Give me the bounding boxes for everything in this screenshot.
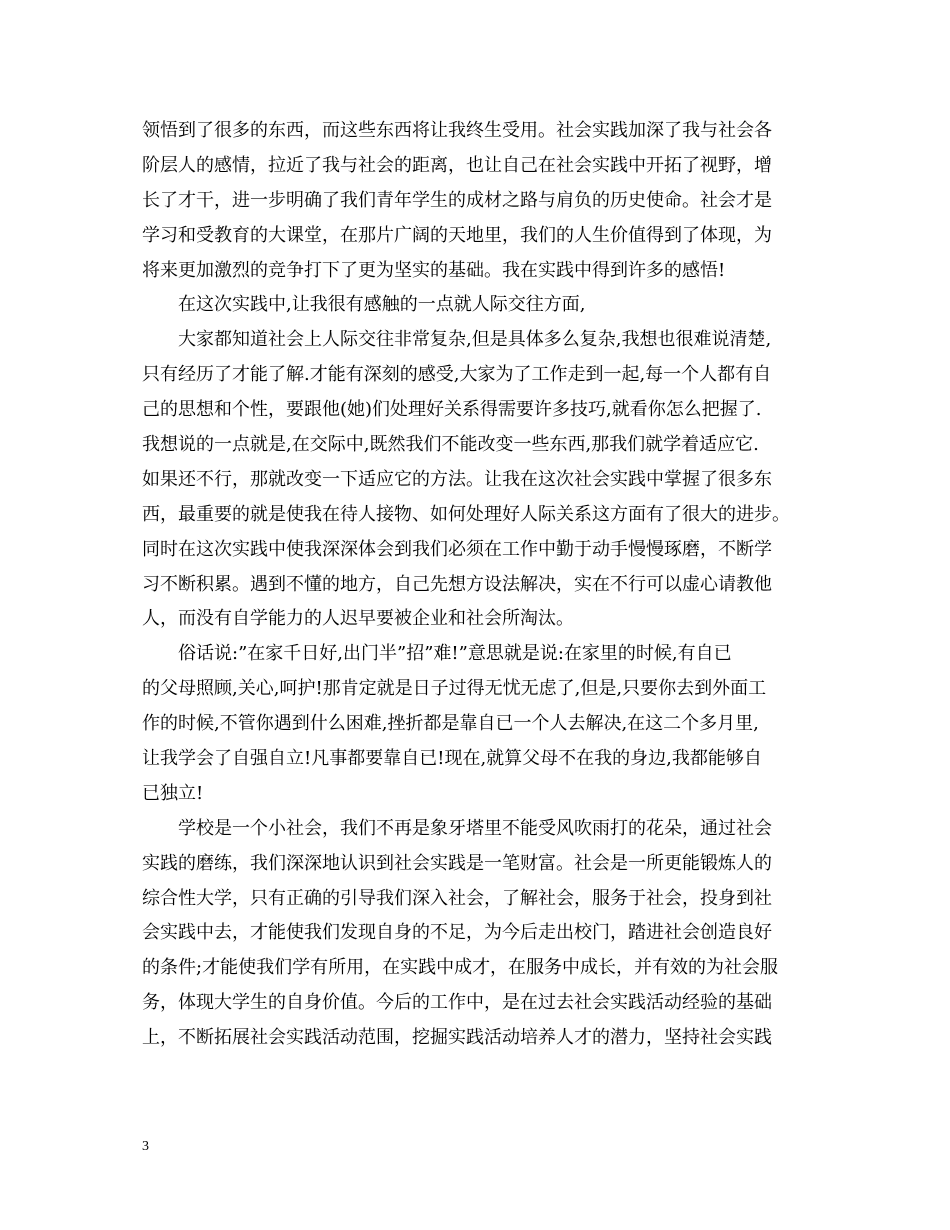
text-line: 务，体现大学生的自身价值。今后的工作中，是在过去社会实践活动经验的基础 [142, 992, 772, 1014]
text-line: 西，最重要的就是使我在待人接物、如何处理好人际关系这方面有了很大的进步。 [142, 503, 790, 525]
body-text [142, 114, 812, 1056]
text-line: 俗话说:”在家千日好,出门半”招”难!”意思就是说:在家里的时候,有自已 [178, 643, 732, 665]
text-line: 上，不断拓展社会实践活动范围，挖掘实践活动培养人才的潜力，坚持社会实践 [142, 1027, 772, 1049]
text-line: 在这次实践中,让我很有感触的一点就人际交往方面, [178, 294, 586, 316]
text-line: 综合性大学，只有正确的引导我们深入社会，了解社会，服务于社会，投身到社 [142, 887, 772, 909]
text-line: 同时在这次实践中使我深深体会到我们必须在工作中勤于动手慢慢琢磨，不断学 [142, 538, 772, 560]
text-line: 已独立! [142, 782, 204, 804]
text-line: 学校是一个小社会，我们不再是象牙塔里不能受风吹雨打的花朵，通过社会 [178, 817, 772, 839]
text-line: 领悟到了很多的东西，而这些东西将让我终生受用。社会实践加深了我与社会各 [142, 120, 772, 141]
text-line: 习不断积累。遇到不懂的地方，自己先想方设法解决，实在不行可以虚心请教他 [142, 573, 772, 595]
text-line: 实践的磨练，我们深深地认识到社会实践是一笔财富。社会是一所更能锻炼人的 [142, 852, 772, 874]
text-line: 作的时候,不管你遇到什么困难,挫折都是靠自已一个人去解决,在这二个多月里, [142, 713, 759, 735]
text-line: 学习和受教育的大课堂，在那片广阔的天地里，我们的人生价值得到了体现，为 [142, 224, 772, 246]
text-line: 大家都知道社会上人际交往非常复杂,但是具体多么复杂,我想也很难说清楚, [178, 329, 772, 351]
text-line: 的父母照顾,关心,呵护!那肯定就是日子过得无忧无虑了,但是,只要你去到外面工 [142, 678, 767, 700]
text-line: 己的思想和个性，要跟他(她)们处理好关系得需要许多技巧,就看你怎么把握了. [142, 399, 762, 421]
text-line: 让我学会了自强自立!凡事都要靠自已!现在,就算父母不在我的身边,我都能够自 [142, 748, 762, 770]
text-line: 只有经历了才能了解.才能有深刻的感受,大家为了工作走到一起,每一个人都有自 [142, 364, 772, 386]
text-line: 会实践中去，才能使我们发现自身的不足，为今后走出校门，踏进社会创造良好 [142, 922, 772, 944]
text-line: 人，而没有自学能力的人迟早要被企业和社会所淘汰。 [142, 608, 574, 630]
text-line: 长了才干，进一步明确了我们青年学生的成材之路与肩负的历史使命。社会才是 [142, 189, 772, 211]
text-line: 的条件;才能使我们学有所用，在实践中成才，在服务中成长，并有效的为社会服 [142, 957, 779, 979]
text-line: 我想说的一点就是,在交际中,既然我们不能改变一些东西,那我们就学着适应它. [142, 434, 759, 456]
text-line: 将来更加激烈的竞争打下了更为坚实的基础。我在实践中得到许多的感悟! [142, 259, 726, 281]
text-line: 如果还不行，那就改变一下适应它的方法。让我在这次社会实践中掌握了很多东 [142, 468, 772, 490]
text-line: 阶层人的感情，拉近了我与社会的距离，也让自己在社会实践中开拓了视野，增 [142, 154, 772, 176]
page-number: 3 [142, 1139, 149, 1154]
